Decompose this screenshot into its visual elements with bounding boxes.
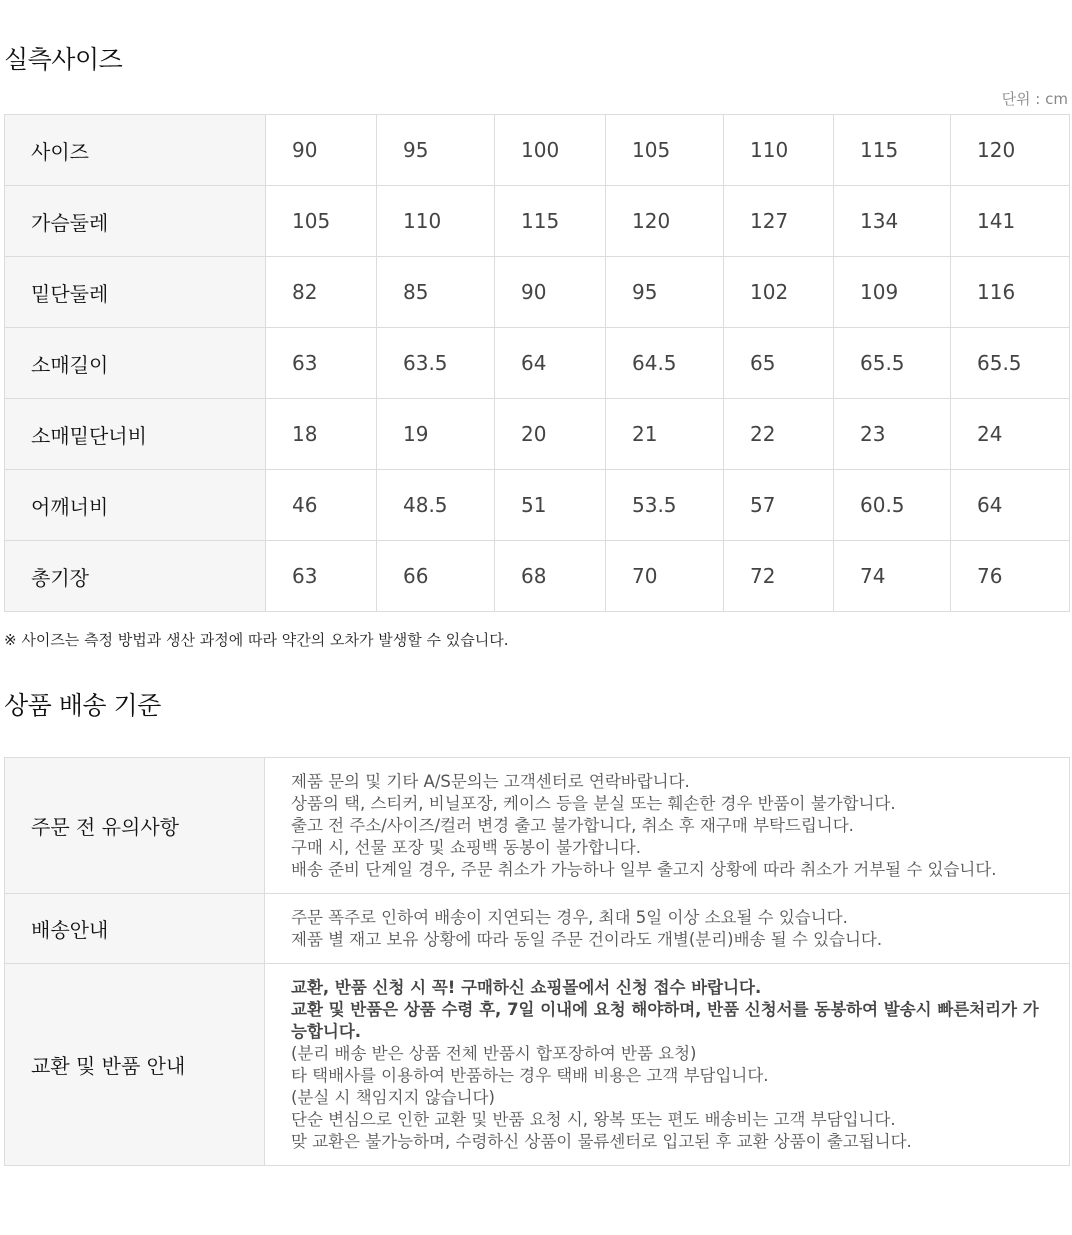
shipping-line: 타 택배사를 이용하여 반품하는 경우 택배 비용은 고객 부담입니다. bbox=[291, 1066, 769, 1085]
size-cell: 60.5 bbox=[834, 470, 951, 541]
shipping-line: 단순 변심으로 인한 교환 및 반품 요청 시, 왕복 또는 편도 배송비는 고객 부담입니다. bbox=[291, 1110, 896, 1129]
size-cell: 115 bbox=[495, 186, 606, 257]
size-cell: 23 bbox=[834, 399, 951, 470]
shipping-line: 배송 준비 단계일 경우, 주문 취소가 가능하나 일부 출고지 상황에 따라 취소가 거부될 수 있습니다. bbox=[291, 860, 997, 879]
size-cell: 110 bbox=[724, 115, 834, 186]
size-cell: 82 bbox=[266, 257, 377, 328]
size-cell: 76 bbox=[951, 541, 1070, 612]
shipping-line: (분리 배송 받은 상품 전체 반품시 합포장하여 반품 요청) bbox=[291, 1044, 697, 1063]
size-cell: 116 bbox=[951, 257, 1070, 328]
size-cell: 19 bbox=[377, 399, 495, 470]
size-cell: 95 bbox=[606, 257, 724, 328]
size-cell: 57 bbox=[724, 470, 834, 541]
size-table bbox=[4, 114, 1070, 612]
size-cell: 21 bbox=[606, 399, 724, 470]
shipping-row-content bbox=[265, 758, 1070, 894]
shipping-row-label: 배송안내 bbox=[5, 894, 265, 964]
size-cell: 65.5 bbox=[834, 328, 951, 399]
size-cell: 63.5 bbox=[377, 328, 495, 399]
size-row-label: 소매길이 bbox=[5, 328, 266, 399]
size-row bbox=[5, 470, 1070, 541]
size-row bbox=[5, 186, 1070, 257]
size-cell: 90 bbox=[495, 257, 606, 328]
size-cell: 66 bbox=[377, 541, 495, 612]
size-cell: 105 bbox=[606, 115, 724, 186]
shipping-line: 상품의 택, 스티커, 비닐포장, 케이스 등을 분실 또는 훼손한 경우 반품이 불가합니다. bbox=[291, 794, 896, 813]
size-cell: 68 bbox=[495, 541, 606, 612]
size-cell: 120 bbox=[606, 186, 724, 257]
size-cell: 100 bbox=[495, 115, 606, 186]
shipping-section-title: 상품 배송 기준 bbox=[4, 691, 161, 720]
size-cell: 18 bbox=[266, 399, 377, 470]
size-row-label: 소매밑단너비 bbox=[5, 399, 266, 470]
shipping-row-content bbox=[265, 964, 1070, 1166]
size-row bbox=[5, 399, 1070, 470]
size-row-label: 가슴둘레 bbox=[5, 186, 266, 257]
size-cell: 64.5 bbox=[606, 328, 724, 399]
shipping-row bbox=[5, 758, 1070, 894]
shipping-line: 교환, 반품 신청 시 꼭! 구매하신 쇼핑몰에서 신청 접수 바랍니다. bbox=[291, 978, 762, 997]
shipping-table bbox=[4, 757, 1070, 1166]
size-cell: 24 bbox=[951, 399, 1070, 470]
shipping-row bbox=[5, 964, 1070, 1166]
size-cell: 70 bbox=[606, 541, 724, 612]
shipping-row-label: 교환 및 반품 안내 bbox=[5, 964, 265, 1166]
size-cell: 95 bbox=[377, 115, 495, 186]
size-cell: 127 bbox=[724, 186, 834, 257]
shipping-row-content bbox=[265, 894, 1070, 964]
size-cell: 51 bbox=[495, 470, 606, 541]
shipping-line: 제품 문의 및 기타 A/S문의는 고객센터로 연락바랍니다. bbox=[291, 772, 690, 791]
size-cell: 46 bbox=[266, 470, 377, 541]
shipping-line: 출고 전 주소/사이즈/컬러 변경 출고 불가합니다, 취소 후 재구매 부탁드립니다. bbox=[291, 816, 854, 835]
size-row-label: 어깨너비 bbox=[5, 470, 266, 541]
size-cell: 90 bbox=[266, 115, 377, 186]
size-cell: 64 bbox=[495, 328, 606, 399]
shipping-line: 제품 별 재고 보유 상황에 따라 동일 주문 건이라도 개별(분리)배송 될 수 있습니다. bbox=[291, 930, 883, 949]
size-cell: 65.5 bbox=[951, 328, 1070, 399]
shipping-row-label: 주문 전 유의사항 bbox=[5, 758, 265, 894]
size-section-title: 실측사이즈 bbox=[4, 45, 123, 74]
size-cell: 102 bbox=[724, 257, 834, 328]
size-cell: 63 bbox=[266, 541, 377, 612]
size-cell: 22 bbox=[724, 399, 834, 470]
shipping-line: 교환 및 반품은 상품 수령 후, 7일 이내에 요청 해야하며, 반품 신청서를 동봉하여 발송시 빠른처리가 가능합니다. bbox=[291, 1000, 1039, 1041]
size-cell: 20 bbox=[495, 399, 606, 470]
shipping-line: 맞 교환은 불가능하며, 수령하신 상품이 물류센터로 입고된 후 교환 상품이 출고됩니다. bbox=[291, 1132, 912, 1151]
size-cell: 65 bbox=[724, 328, 834, 399]
size-note: ※ 사이즈는 측정 방법과 생산 과정에 따라 약간의 오차가 발생할 수 있습니다. bbox=[4, 631, 509, 649]
shipping-row bbox=[5, 894, 1070, 964]
size-cell: 105 bbox=[266, 186, 377, 257]
unit-label: 단위 : cm bbox=[1001, 90, 1068, 108]
size-cell: 109 bbox=[834, 257, 951, 328]
size-cell: 53.5 bbox=[606, 470, 724, 541]
size-cell: 63 bbox=[266, 328, 377, 399]
size-cell: 64 bbox=[951, 470, 1070, 541]
size-cell: 120 bbox=[951, 115, 1070, 186]
size-row bbox=[5, 257, 1070, 328]
shipping-line: 주문 폭주로 인하여 배송이 지연되는 경우, 최대 5일 이상 소요될 수 있습니다. bbox=[291, 908, 848, 927]
size-cell: 134 bbox=[834, 186, 951, 257]
size-cell: 48.5 bbox=[377, 470, 495, 541]
size-cell: 74 bbox=[834, 541, 951, 612]
size-cell: 115 bbox=[834, 115, 951, 186]
size-row-label: 총기장 bbox=[5, 541, 266, 612]
size-row-label: 사이즈 bbox=[5, 115, 266, 186]
size-cell: 141 bbox=[951, 186, 1070, 257]
size-cell: 85 bbox=[377, 257, 495, 328]
size-row bbox=[5, 541, 1070, 612]
size-row bbox=[5, 115, 1070, 186]
size-cell: 110 bbox=[377, 186, 495, 257]
shipping-line: 구매 시, 선물 포장 및 쇼핑백 동봉이 불가합니다. bbox=[291, 838, 642, 857]
size-row bbox=[5, 328, 1070, 399]
shipping-line: (분실 시 책임지지 않습니다) bbox=[291, 1088, 495, 1107]
size-row-label: 밑단둘레 bbox=[5, 257, 266, 328]
size-cell: 72 bbox=[724, 541, 834, 612]
